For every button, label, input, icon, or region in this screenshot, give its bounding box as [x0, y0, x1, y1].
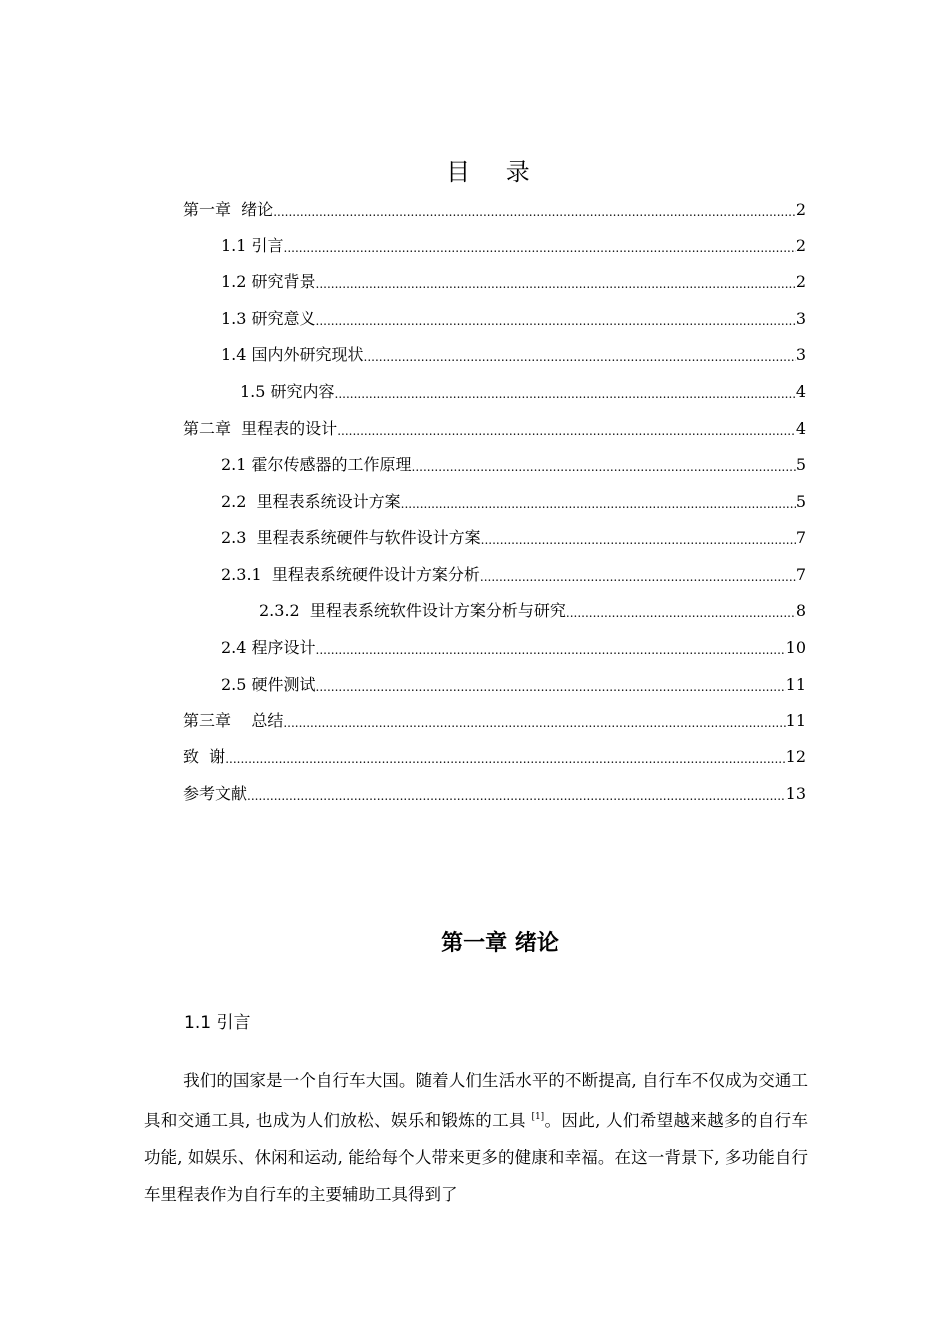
citation-reference[interactable]: [1] [531, 1112, 545, 1122]
toc-entry-page: 5 [795, 455, 806, 474]
toc-entry[interactable] [183, 411, 806, 447]
toc-entry[interactable] [221, 557, 806, 593]
toc-entry-text: 2.1 霍尔传感器的工作原理 [221, 455, 412, 474]
toc-leader-dots [480, 567, 796, 587]
toc-leader-dots [481, 530, 796, 550]
toc-entry-text: 致 谢 [183, 747, 226, 766]
toc-leader-dots [273, 202, 796, 222]
toc-entry-page: 3 [795, 345, 806, 364]
toc-entry[interactable] [183, 703, 806, 739]
toc-entry-page: 13 [785, 784, 806, 803]
section-title: 1.1 引言 [184, 1013, 251, 1033]
toc-leader-dots [401, 494, 796, 514]
toc-entry[interactable] [221, 447, 806, 483]
toc-entry[interactable] [221, 337, 806, 373]
toc-entry[interactable] [221, 520, 806, 556]
toc-entry-text: 第一章 绪论 [183, 200, 274, 219]
toc-entry[interactable] [240, 374, 806, 410]
toc-entry-page: 3 [795, 309, 806, 328]
body-paragraph [144, 1062, 808, 1213]
toc-leader-dots [316, 677, 786, 697]
toc-entry-text: 2.4 程序设计 [221, 638, 316, 657]
toc-entry[interactable] [259, 593, 806, 629]
toc-entry-page: 4 [795, 382, 806, 401]
toc-entry-page: 2 [795, 236, 806, 255]
toc-entry[interactable] [183, 739, 806, 775]
toc-entry-page: 5 [795, 492, 806, 511]
toc-entry-page: 2 [795, 200, 806, 219]
toc-entry[interactable] [221, 630, 806, 666]
toc-entry[interactable] [221, 484, 806, 520]
toc-entry-text: 1.1 引言 [221, 236, 284, 255]
toc-entry-page: 8 [795, 601, 806, 620]
toc-entry-page: 2 [795, 272, 806, 291]
toc-entry-text: 2.2 里程表系统设计方案 [221, 492, 401, 511]
toc-entry-text: 1.5 研究内容 [240, 382, 335, 401]
toc-leader-dots [316, 274, 796, 294]
toc-leader-dots [316, 640, 786, 660]
toc-entry-text: 2.3.1 里程表系统硬件设计方案分析 [221, 565, 480, 584]
toc-leader-dots [337, 421, 796, 441]
toc-entry[interactable] [221, 264, 806, 300]
toc-title: 目 录 [446, 158, 544, 186]
toc-leader-dots [283, 713, 785, 733]
toc-leader-dots [247, 786, 786, 806]
toc-entry[interactable] [221, 667, 806, 703]
toc-entry-page: 11 [785, 675, 806, 694]
toc-entry[interactable] [183, 776, 806, 812]
toc-entry[interactable] [221, 301, 806, 337]
toc-entry-page: 10 [785, 638, 806, 657]
toc-entry-page: 4 [795, 419, 806, 438]
paragraph-text-part-2: 。因此, 人们希望越来越多的自行车功能, 如娱乐、休闲和运动, 能给每个人带来更多的健康和幸福。在这一背景下, 多功能自行车里程表作为自行车的主要辅助工具得到了 [144, 1111, 808, 1204]
toc-entry-page: 11 [785, 711, 806, 730]
toc-entry[interactable] [221, 228, 806, 264]
toc-leader-dots [566, 603, 796, 623]
toc-entry-text: 第二章 里程表的设计 [183, 419, 338, 438]
toc-leader-dots [364, 347, 796, 367]
toc-entry-text: 1.3 研究意义 [221, 309, 316, 328]
toc-entry-page: 12 [785, 747, 806, 766]
toc-entry-text: 2.3 里程表系统硬件与软件设计方案 [221, 528, 481, 547]
toc-entry-text: 第三章 总结 [183, 711, 284, 730]
toc-leader-dots [412, 457, 796, 477]
toc-entry-text: 1.4 国内外研究现状 [221, 345, 364, 364]
toc-entry[interactable] [183, 192, 806, 228]
toc-leader-dots [316, 311, 796, 331]
paragraph-text-part-1: 我们的国家是一个自行车大国。随着人们生活水平的不断提高, 自行车不仅成为交通工具和交通工具, 也成为人们放松、娱乐和锻炼的工具 [144, 1071, 808, 1130]
toc-entry-text: 2.3.2 里程表系统软件设计方案分析与研究 [259, 601, 566, 620]
toc-leader-dots [284, 238, 796, 258]
toc-entry-text: 1.2 研究背景 [221, 272, 316, 291]
toc-entry-text: 2.5 硬件测试 [221, 675, 316, 694]
toc-leader-dots [335, 384, 796, 404]
toc-entry-page: 7 [795, 565, 806, 584]
toc-entry-text: 参考文献 [183, 784, 248, 803]
chapter-title: 第一章 绪论 [441, 931, 559, 956]
toc-leader-dots [225, 749, 785, 769]
toc-entry-page: 7 [795, 528, 806, 547]
